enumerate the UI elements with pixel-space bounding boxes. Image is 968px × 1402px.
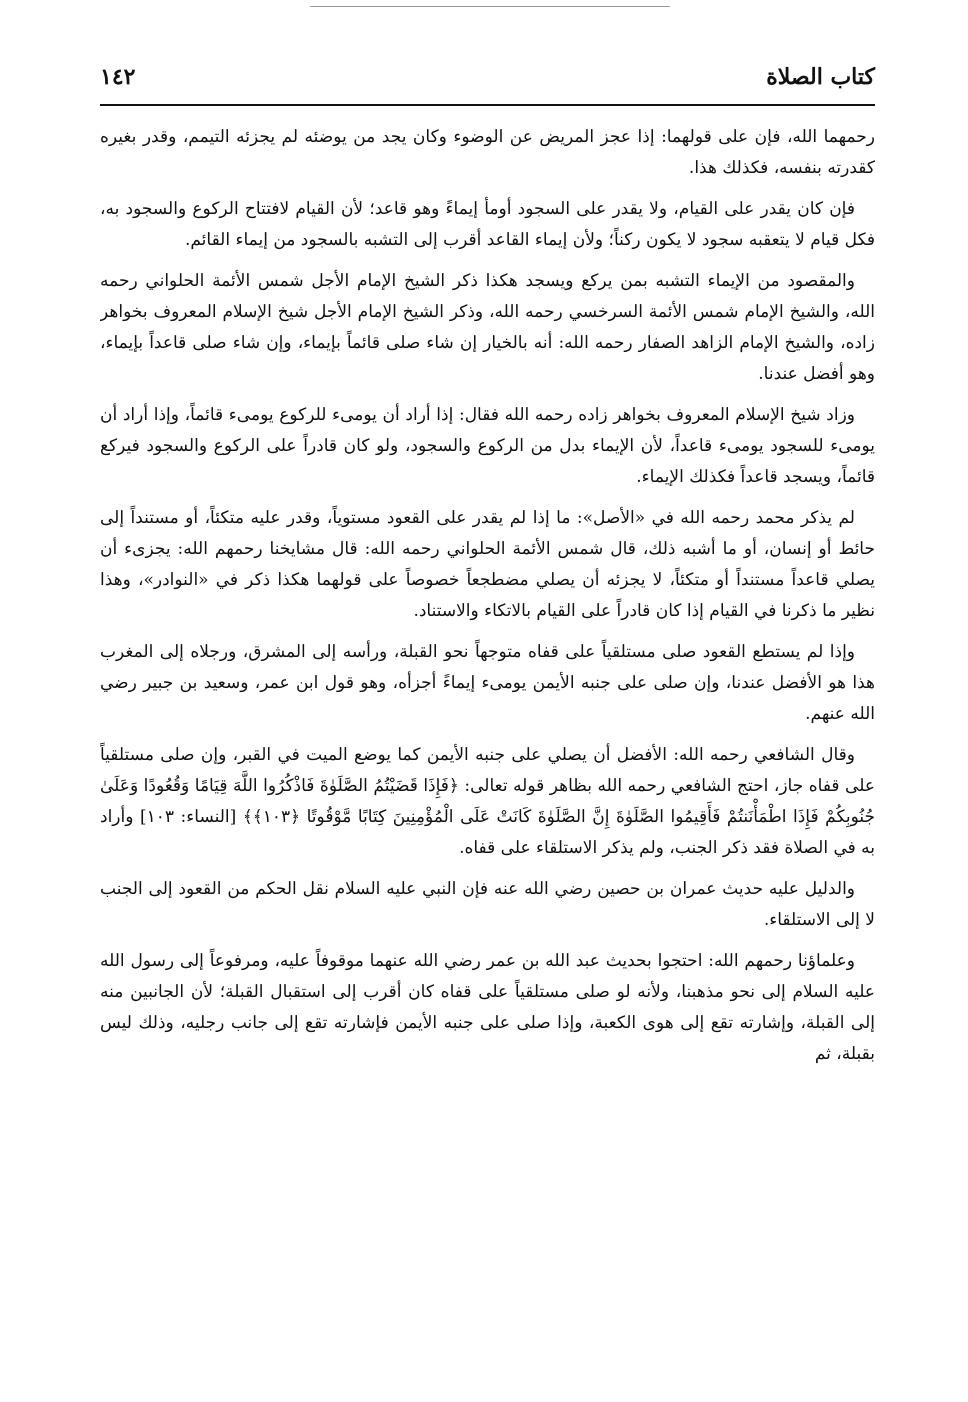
page-number: ١٤٢ [100,64,136,90]
page-header [100,60,875,100]
paragraph: وعلماؤنا رحمهم الله: احتجوا بحديث عبد الله بن عمر رضي الله عنهما موقوفاً عليه، ومرفوعاً إلى رسول الله عليه السلام إلى نحو مذهبنا، ولأنه لو صلى مستلقياً على قفاه كان أقرب إلى استقبال القبلة؛ لأن الجانبين منه إلى القبلة، وإشارته تقع إلى هوى الكعبة، وإذا صلى على جنبه الأيمن فإشارته تقع إلى جانب رجليه، وذلك ليس بقبلة، ثم [100,951,875,1064]
top-edge-rule [310,6,670,7]
paragraph: وقال الشافعي رحمه الله: الأفضل أن يصلي على جنبه الأيمن كما يوضع الميت في القبر، وإن صلى مستلقياً على قفاه جاز، احتج الشافعي رحمه الله بظاهر قوله تعالى: ﴿فَإِذَا قَضَيْتُمُ الصَّلَوٰةَ فَاذْكُرُوا اللَّهَ قِيَامًا وَقُعُودًا وَعَلَىٰ جُنُوبِكُمْ فَإِذَا اطْمَأْنَنتُمْ فَأَقِيمُوا الصَّلَوٰةَ إِنَّ الصَّلَوٰةَ كَانَتْ عَلَى الْمُؤْمِنِينَ كِتَابًا مَّوْقُوتًا ﴿١٠٣﴾﴾ [النساء: ١٠٣] وأراد به في الصلاة فقد ذكر الجنب، ولم يذكر الاستلقاء على قفاه. [100,745,875,858]
body-text [100,122,875,1392]
paragraph: وإذا لم يستطع القعود صلى مستلقياً على قفاه متوجهاً نحو القبلة، ورأسه إلى المشرق، ورجلاه إلى المغرب هذا هو الأفضل عندنا، وإن صلى على جنبه الأيمن يومىء إيماءً أجزأه، وهو قول ابن عمر، وسعيد بن جبير رضي الله عنهم. [100,642,875,724]
paragraph: والمقصود من الإيماء التشبه بمن يركع ويسجد هكذا ذكر الشيخ الإمام الأجل شمس الأئمة الحلواني رحمه الله، والشيخ الإمام شمس الأئمة السرخسي رحمه الله، وذكر الشيخ الإمام الأجل شيخ الإسلام المعروف بخواهر زاده، والشيخ الإمام الزاهد الصفار رحمه الله: أنه بالخيار إن شاء صلى قائماً بإيماء، وإن شاء صلى قاعداً بإيماء، وهو أفضل عندنا. [100,271,875,384]
paragraph: والدليل عليه حديث عمران بن حصين رضي الله عنه فإن النبي عليه السلام نقل الحكم من القعود إلى الجنب لا إلى الاستلقاء. [100,879,875,930]
header-rule [100,104,875,106]
paragraph: لم يذكر محمد رحمه الله في «الأصل»: ما إذا لم يقدر على القعود مستوياً، وقدر عليه متكئاً، أو مستنداً إلى حائط أو إنسان، أو ما أشبه ذلك، قال شمس الأئمة الحلواني رحمه الله: قال مشايخنا رحمهم الله: يجزىء أن يصلي قاعداً مستنداً أو متكئاً، لا يجزئه أن يصلي مضطجعاً خصوصاً على قولهما هكذا ذكر في «النوادر»، وهذا نظير ما ذكرنا في القيام إذا كان قادراً على القيام بالاتكاء والاستناد. [100,508,875,621]
paragraph: فإن كان يقدر على القيام، ولا يقدر على السجود أومأ إيماءً وهو قاعد؛ لأن القيام لافتتاح الركوع والسجود به، فكل قيام لا يتعقبه سجود لا يكون ركناً؛ ولأن إيماء القاعد أقرب إلى التشبه بالسجود من إيماء القائم. [100,199,875,250]
paragraph: رحمهما الله، فإن على قولهما: إذا عجز المريض عن الوضوء وكان يجد من يوضئه لم يجزئه التيمم، وقدر بغيره كقدرته بنفسه، فكذلك هذا. [100,127,875,178]
running-title: كتاب الصلاة [766,64,875,90]
paragraph: وزاد شيخ الإسلام المعروف بخواهر زاده رحمه الله فقال: إذا أراد أن يومىء للركوع يومىء قائماً، وإذا أراد أن يومىء للسجود يومىء قاعداً، لأن الإيماء بدل من الركوع والسجود، ولو كان قادراً على الركوع والسجود فيركع قائماً، ويسجد قاعداً فكذلك الإيماء. [100,405,875,487]
